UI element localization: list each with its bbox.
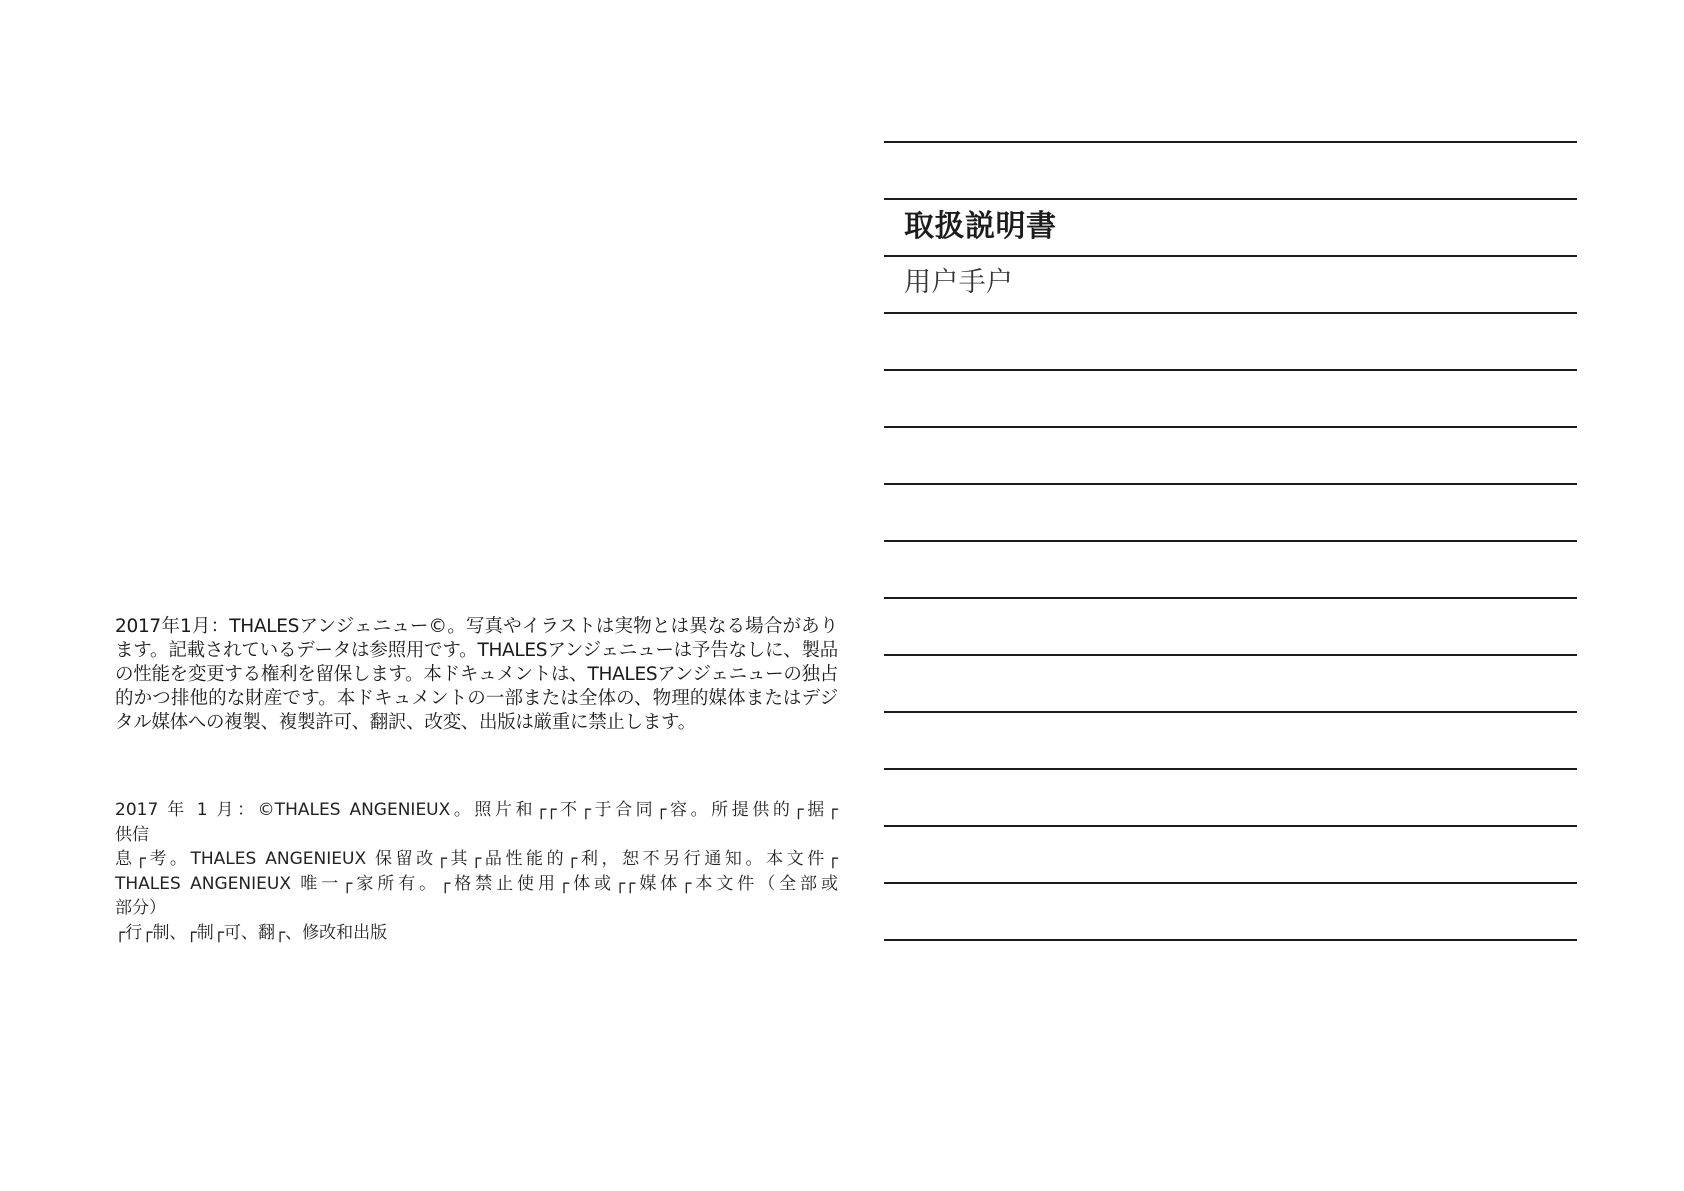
horizontal-rule [884, 882, 1577, 884]
horizontal-rule [884, 597, 1577, 599]
legal-notice-chinese-line: ┌行┌制、┌制┌可、翻┌、修改和出版 [115, 922, 388, 943]
horizontal-rule [884, 426, 1577, 428]
legal-notice-chinese-line: 供信 [115, 824, 149, 845]
horizontal-rule [884, 939, 1577, 941]
legal-notice-chinese-line: 部分） [115, 898, 166, 918]
horizontal-rule [884, 369, 1577, 371]
legal-notices [115, 615, 838, 943]
legal-notice-chinese-line: 2017 年 1 月：©THALES ANGENIEUX。照片和┌┌不┌于合同┌容。所提供的┌据┌ [115, 800, 838, 820]
horizontal-rule [884, 198, 1577, 200]
cover-title-panel [884, 0, 1577, 1191]
horizontal-rule [884, 312, 1577, 314]
horizontal-rule [884, 768, 1577, 770]
manual-title-japanese: 取扱説明書 [904, 209, 1057, 244]
manual-title-chinese: 用户手户 [904, 267, 1014, 298]
horizontal-rule [884, 255, 1577, 257]
horizontal-rule [884, 483, 1577, 485]
legal-notice-chinese-line: THALES ANGENIEUX 唯一┌家所有。┌格禁止使用┌体或┌┌媒体┌本文件（全部或 [115, 873, 838, 894]
legal-notice-japanese: 2017年1月：THALESアンジェニュー©。写真やイラストは実物とは異なる場合があります。記載されているデータは参照用です。THALESアンジェニューは予告なしに、製品の性能を変更する権利を留保します。本ドキュメントは、THALESアンジェニューの独占的かつ排他的な財産です。本ドキュメントの一部または全体の、物理的媒体またはデジタル媒体への複製、複製許可、翻訳、改変、出版は厳重に禁止します。 [115, 616, 838, 733]
horizontal-rule [884, 654, 1577, 656]
horizontal-rule [884, 711, 1577, 713]
horizontal-rule [884, 825, 1577, 827]
legal-notice-chinese-line: 息┌考。THALES ANGENIEUX 保留改┌其┌品性能的┌利，恕不另行通知。本文件┌ [115, 849, 838, 869]
horizontal-rule [884, 540, 1577, 542]
horizontal-rule [884, 141, 1577, 143]
legal-notice-chinese [115, 798, 838, 945]
